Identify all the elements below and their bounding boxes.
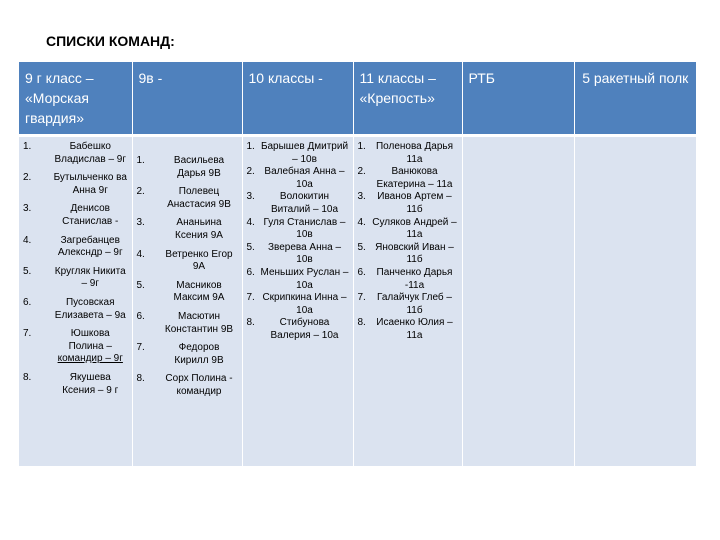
item-number: 1. bbox=[246, 141, 255, 152]
item-number: 4. bbox=[357, 216, 366, 228]
item-number: 4. bbox=[23, 234, 32, 246]
item-name bbox=[53, 141, 128, 166]
item-number: 8. bbox=[23, 371, 32, 383]
list-item bbox=[23, 297, 128, 322]
item-name bbox=[261, 267, 349, 292]
item-name-text: Ананьина Ксения 9А bbox=[175, 217, 223, 241]
item-name bbox=[261, 166, 349, 191]
page-title: СПИСКИ КОМАНД: bbox=[46, 33, 175, 49]
item-name bbox=[161, 280, 238, 305]
item-name bbox=[53, 372, 128, 397]
item-name bbox=[161, 373, 238, 398]
item-number: 3. bbox=[23, 203, 32, 215]
item-number: 2. bbox=[136, 186, 145, 198]
item-number: 5. bbox=[136, 279, 145, 291]
item-name-text: Ванюкова Екатерина – 11а bbox=[376, 166, 453, 190]
item-name bbox=[261, 317, 349, 342]
item-name-text: Волокитин Виталий – 10а bbox=[270, 191, 339, 215]
header-rtb: РТБ bbox=[462, 62, 574, 136]
item-name bbox=[53, 172, 128, 197]
list-item bbox=[358, 317, 458, 342]
list-item bbox=[247, 217, 349, 242]
header-row bbox=[19, 62, 696, 136]
item-number: 2. bbox=[23, 172, 32, 184]
item-name-text: Поленова Дарья 11а bbox=[375, 141, 454, 165]
item-number: 6. bbox=[136, 310, 145, 322]
item-name-text: Скрипкина Инна – 10а bbox=[262, 292, 347, 316]
item-number: 2. bbox=[246, 166, 255, 178]
item-name bbox=[372, 191, 458, 216]
cell-5-regiment bbox=[574, 136, 696, 466]
list-10 bbox=[247, 141, 349, 343]
list-item bbox=[358, 166, 458, 191]
item-name bbox=[161, 249, 238, 274]
item-name-text: Панченко Дарья -11а bbox=[376, 266, 453, 291]
list-item bbox=[247, 317, 349, 342]
item-name-text: Зверева Анна – 10в bbox=[267, 241, 342, 266]
list-item bbox=[23, 172, 128, 197]
item-number: 7. bbox=[246, 292, 255, 304]
cell-9g bbox=[19, 136, 132, 466]
item-name-text: Загребанцев Алексндр – 9г bbox=[57, 234, 123, 259]
list-item bbox=[358, 242, 458, 267]
list-9g bbox=[23, 141, 128, 397]
item-name-text: Федоров Кирилл 9В bbox=[174, 342, 224, 366]
item-name bbox=[372, 217, 458, 242]
list-item bbox=[137, 217, 238, 242]
item-name-text: Ветренко Егор 9А bbox=[165, 248, 233, 273]
item-name-text: Гуля Станислав – 10в bbox=[263, 216, 346, 241]
list-item bbox=[137, 155, 238, 180]
list-item bbox=[23, 203, 128, 228]
body-row bbox=[19, 136, 696, 466]
item-name-text: Бутыльченко ва Анна 9г bbox=[53, 172, 127, 196]
item-name bbox=[53, 235, 128, 260]
item-name-text: Масютин Константин 9В bbox=[164, 310, 234, 335]
list-item bbox=[137, 342, 238, 367]
item-name-text: Кругляк Никита – 9г bbox=[54, 265, 126, 290]
item-name-text: Масников Максим 9А bbox=[173, 279, 225, 304]
header-10: 10 классы - bbox=[242, 62, 353, 136]
cell-10 bbox=[242, 136, 353, 466]
item-number: 1. bbox=[136, 155, 145, 166]
item-number: 3. bbox=[246, 191, 255, 203]
item-name bbox=[372, 317, 458, 342]
list-item bbox=[137, 280, 238, 305]
list-item bbox=[137, 311, 238, 336]
item-number: 7. bbox=[357, 292, 366, 304]
list-item bbox=[247, 292, 349, 317]
item-name bbox=[161, 155, 238, 180]
item-number: 8. bbox=[136, 373, 145, 385]
list-item bbox=[137, 186, 238, 211]
item-name bbox=[53, 297, 128, 322]
header-11: 11 классы – «Крепость» bbox=[353, 62, 462, 136]
item-name bbox=[53, 203, 128, 228]
item-name-text: Барышев Дмитрий – 10в bbox=[260, 141, 349, 165]
item-name-text: Пусовская Елизавета – 9а bbox=[54, 296, 126, 321]
item-name-text: Яновский Иван – 11б bbox=[375, 241, 454, 266]
item-number: 4. bbox=[246, 216, 255, 228]
item-number: 8. bbox=[357, 317, 366, 329]
item-name-text: Валебная Анна – 10а bbox=[264, 166, 345, 190]
item-number: 5. bbox=[357, 241, 366, 253]
item-number: 3. bbox=[357, 191, 366, 203]
item-name-text: Васильева Дарья 9В bbox=[173, 155, 225, 179]
list-item bbox=[247, 267, 349, 292]
item-name bbox=[261, 217, 349, 242]
item-name bbox=[372, 242, 458, 267]
item-number: 7. bbox=[136, 342, 145, 354]
cell-rtb bbox=[462, 136, 574, 466]
item-number: 5. bbox=[23, 265, 32, 277]
cell-9v bbox=[132, 136, 242, 466]
item-name bbox=[372, 141, 458, 166]
item-name bbox=[261, 292, 349, 317]
list-9v bbox=[137, 141, 238, 399]
item-name bbox=[261, 141, 349, 166]
list-item bbox=[137, 249, 238, 274]
item-name-text: Полевец Анастасия 9В bbox=[167, 186, 231, 210]
teams-table bbox=[19, 62, 696, 466]
item-name bbox=[261, 242, 349, 267]
item-number: 2. bbox=[357, 166, 366, 178]
list-item bbox=[358, 217, 458, 242]
item-number: 4. bbox=[136, 248, 145, 260]
item-name bbox=[161, 311, 238, 336]
item-name bbox=[161, 217, 238, 242]
item-number: 1. bbox=[23, 141, 32, 152]
item-number: 5. bbox=[246, 241, 255, 253]
item-number: 6. bbox=[246, 266, 255, 278]
item-number: 3. bbox=[136, 217, 145, 229]
list-item bbox=[247, 141, 349, 166]
item-number: 1. bbox=[357, 141, 366, 152]
item-name bbox=[53, 266, 128, 291]
item-name-text: Суляков Андрей – 11а bbox=[372, 216, 457, 241]
item-name-text: Сорх Полина - командир bbox=[165, 373, 233, 397]
item-name-text: Якушева Ксения – 9 г bbox=[62, 371, 119, 396]
item-number: 7. bbox=[23, 328, 32, 340]
header-5-regiment: 5 ракетный полк bbox=[574, 62, 696, 136]
item-name-text: Галайчук Глеб – 11б bbox=[377, 292, 452, 316]
item-number: 6. bbox=[23, 296, 32, 308]
item-name bbox=[53, 328, 128, 366]
item-name-text: Стибунова Валерия – 10а bbox=[270, 317, 339, 341]
cell-11 bbox=[353, 136, 462, 466]
item-name bbox=[372, 267, 458, 292]
list-item bbox=[247, 166, 349, 191]
list-item bbox=[247, 242, 349, 267]
list-item bbox=[358, 292, 458, 317]
list-item bbox=[358, 267, 458, 292]
item-name bbox=[372, 292, 458, 317]
header-9v: 9в - bbox=[132, 62, 242, 136]
item-name-text: Иванов Артем – 11б bbox=[377, 191, 452, 215]
list-item bbox=[23, 328, 128, 366]
item-name bbox=[261, 191, 349, 216]
list-11 bbox=[358, 141, 458, 343]
list-item bbox=[23, 266, 128, 291]
item-name bbox=[161, 186, 238, 211]
item-number: 6. bbox=[357, 266, 366, 278]
header-9g: 9 г класс – «Морская гвардия» bbox=[19, 62, 132, 136]
item-name-text: Меньших Руслан – 10а bbox=[260, 266, 349, 291]
list-item bbox=[358, 141, 458, 166]
list-item bbox=[23, 372, 128, 397]
list-item bbox=[23, 235, 128, 260]
list-item bbox=[23, 141, 128, 166]
item-name-text: Бабешко Владислав – 9г bbox=[54, 141, 127, 165]
list-item bbox=[358, 191, 458, 216]
item-name-text: Юшкова Полина – bbox=[68, 328, 112, 352]
item-name-text: Денисов Станислав - bbox=[62, 203, 119, 227]
list-item bbox=[247, 191, 349, 216]
item-name-underlined: командир – 9г bbox=[57, 353, 123, 365]
list-item bbox=[137, 373, 238, 398]
item-name bbox=[372, 166, 458, 191]
item-name-text: Исаенко Юлия – 11а bbox=[376, 317, 453, 341]
item-number: 8. bbox=[246, 317, 255, 329]
item-name bbox=[161, 342, 238, 367]
